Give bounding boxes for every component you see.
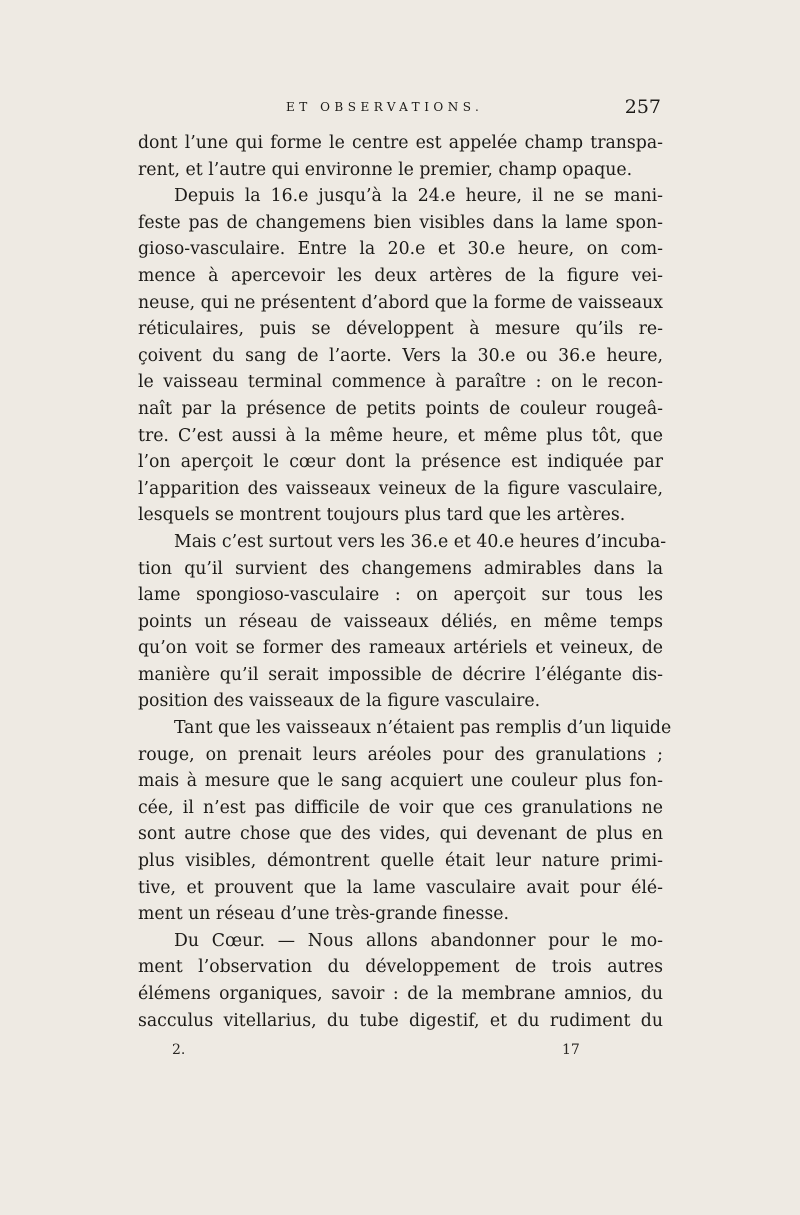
text-line: position des vaisseaux de la figure vasculaire.	[138, 691, 541, 712]
text-block	[138, 78, 672, 1034]
text-line: lesquels se montrent toujours plus tard que les artères.	[138, 505, 626, 526]
text-line: mence à apercevoir les deux artères de la figure vei-	[138, 265, 663, 286]
text-line: qu’on voit se former des rameaux artériels et veineux, de	[138, 638, 663, 659]
text-line: Depuis la 16.e jusqu’à la 24.e heure, il ne se mani-	[174, 186, 663, 207]
text-line: plus visibles, démontrent quelle était leur nature primi-	[138, 851, 663, 872]
body-text	[138, 130, 672, 1034]
text-line: naît par la présence de petits points de couleur rougeâ-	[138, 398, 663, 419]
text-line: ment l’observation du développement de trois autres	[138, 957, 663, 978]
text-line: sont autre chose que des vides, qui devenant de plus en	[138, 824, 663, 845]
text-line: manière qu’il serait impossible de décrire l’élégante dis-	[138, 664, 663, 685]
text-line: lame spongioso-vasculaire : on aperçoit sur tous les	[138, 585, 663, 606]
text-line: points un réseau de vaisseaux déliés, en même temps	[138, 611, 663, 632]
text-line: feste pas de changemens bien visibles dans la lame spon-	[138, 212, 663, 233]
text-line: le vaisseau terminal commence à paraître : on le recon-	[138, 372, 663, 393]
signature-mark: 2.	[172, 1042, 186, 1058]
page-footer	[172, 1042, 580, 1072]
text-line: ment un réseau d’une très-grande finesse.	[138, 904, 509, 925]
text-line: çoivent du sang de l’aorte. Vers la 30.e ou 36.e heure,	[138, 345, 663, 366]
text-line: dont l’une qui forme le centre est appelée champ transpa-	[138, 133, 663, 153]
text-line: tive, et prouvent que la lame vasculaire avait pour élé-	[138, 877, 663, 898]
page-number: 257	[624, 96, 661, 118]
text-line: neuse, qui ne présentent d’abord que la forme de vaisseaux	[138, 292, 663, 313]
text-line: sacculus vitellarius, du tube digestif, et du rudiment du	[138, 1010, 663, 1031]
text-line: mais à mesure que le sang acquiert une couleur plus fon-	[138, 771, 663, 792]
text-line: tion qu’il survient des changemens admirables dans la	[138, 558, 663, 579]
text-line: l’on aperçoit le cœur dont la présence est indiquée par	[138, 452, 663, 473]
page-header	[138, 78, 663, 130]
text-line: réticulaires, puis se développent à mesure qu’ils re-	[138, 319, 663, 340]
text-line: élémens organiques, savoir : de la membrane amnios, du	[138, 984, 663, 1004]
text-line: rouge, on prenait leurs aréoles pour des granulations ;	[138, 744, 663, 765]
text-line: cée, il n’est pas difficile de voir que ces granulations ne	[138, 797, 663, 818]
text-line: Mais c’est surtout vers les 36.e et 40.e heures d’incuba-	[174, 531, 667, 552]
text-line: rent, et l’autre qui environne le premier, champ opaque.	[138, 159, 633, 180]
sheet-number: 17	[562, 1042, 580, 1058]
text-line: l’apparition des vaisseaux veineux de la figure vasculaire,	[138, 478, 663, 499]
running-head: ET OBSERVATIONS.	[286, 100, 484, 114]
text-line: Tant que les vaisseaux n’étaient pas remplis d’un liquide	[174, 718, 672, 739]
text-line: Du Cœur. — Nous allons abandonner pour le mo-	[174, 930, 663, 951]
text-line: tre. C’est aussi à la même heure, et même plus tôt, que	[138, 425, 663, 446]
text-line: gioso-vasculaire. Entre la 20.e et 30.e heure, on com-	[138, 239, 663, 260]
